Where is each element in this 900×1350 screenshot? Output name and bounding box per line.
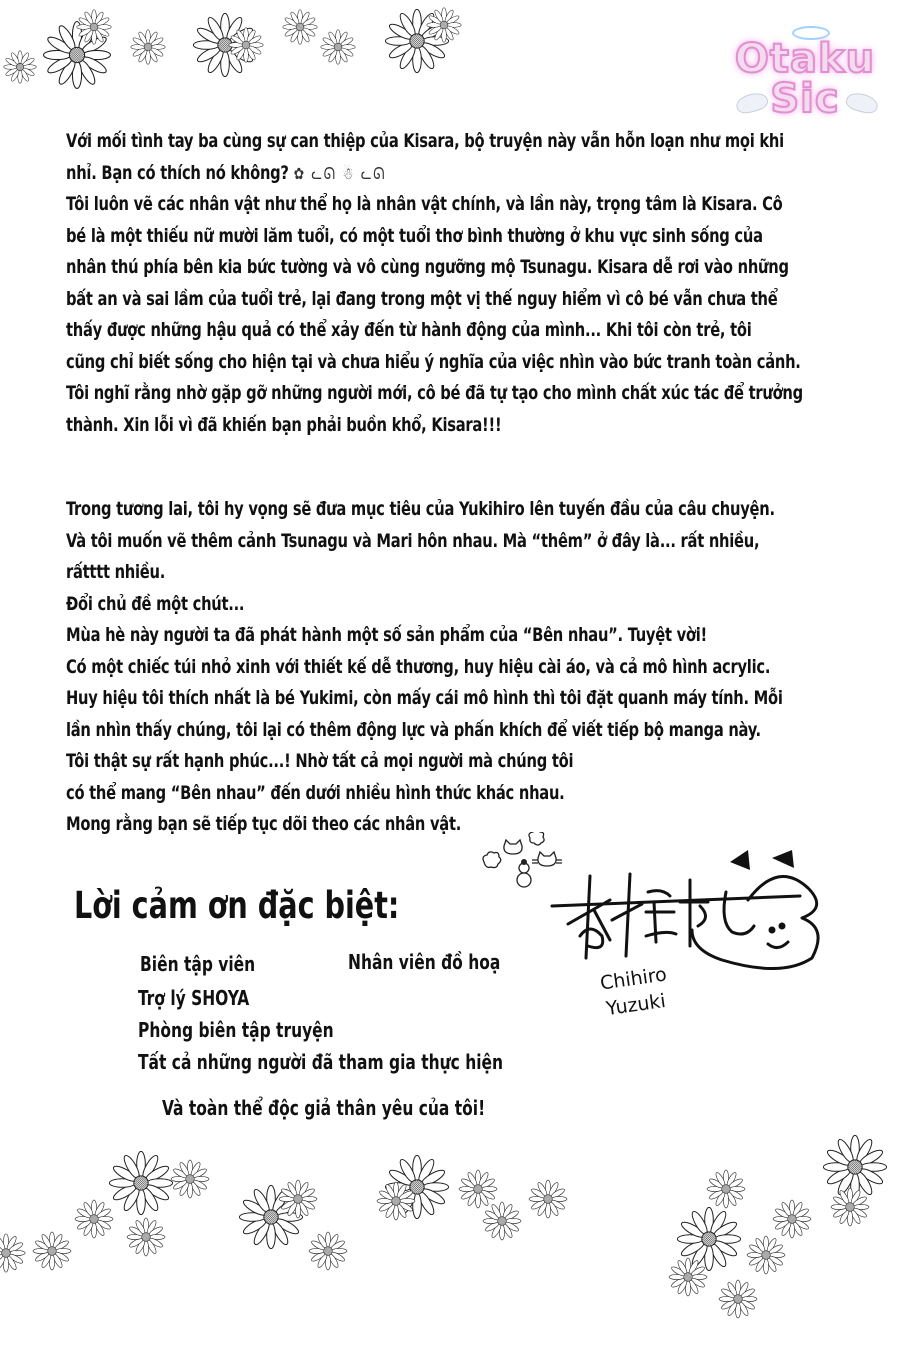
text-line: bất an và sai lầm của tuổi trẻ, lại đang trong một vị thế nguy hiểm vì cô bé vẫn chưa thể: [66, 287, 778, 310]
text-line: lần nhìn thấy chúng, tôi lại có thêm động lực và phấn khích để viết tiếp bộ manga này.: [66, 718, 761, 741]
daisy-icon: [128, 24, 168, 70]
daisy-icon: [716, 1276, 760, 1322]
text-line: cũng chỉ biết sống cho hiện tại và chưa hiểu ý nghĩa của việc nhìn vào bức tranh toàn cảnh.: [66, 350, 801, 373]
daisy-icon: [770, 1196, 814, 1242]
letter-paragraph-1: [66, 126, 803, 441]
text-line: Tôi thật sự rất hạnh phúc...! Nhờ tất cả mọi người mà chúng tôi: [66, 750, 574, 772]
text-line: thấy được những hậu quả có thể xảy đến từ hành động của mình... Khi tôi còn trẻ, tôi: [66, 319, 752, 341]
daisy-icon: [124, 1214, 168, 1260]
text-line: Mong rằng bạn sẽ tiếp tục dõi theo các nhân vật.: [66, 813, 462, 835]
daisy-icon: [318, 24, 358, 70]
daisy-icon: [226, 22, 266, 68]
text-line: Trong tương lai, tôi hy vọng sẽ đưa mục tiêu của Yukihiro lên tuyến đầu của câu chuyện.: [66, 498, 775, 520]
credit-graphics-staff: Nhân viên đồ hoạ: [348, 950, 501, 974]
daisy-icon: [526, 1176, 570, 1222]
credit-all-contributors: Tất cả những người đã tham gia thực hiện: [138, 1050, 504, 1074]
watermark-logo: [712, 22, 898, 122]
text-line: Với mối tình tay ba cùng sự can thiệp của Kisara, bộ truyện này vẫn hỗn loạn như mọi khi: [66, 130, 784, 152]
text-line: nhân thú phía bên kia bức tường và vô cùng ngưỡng mộ Tsunagu. Kisara dễ rơi vào những: [66, 256, 789, 278]
watermark-line1: Otaku: [734, 36, 876, 82]
daisy-icon: [276, 1176, 320, 1222]
signature-last-name: Yuzuki: [604, 989, 668, 1021]
text-line: Tôi luôn vẽ các nhân vật như thể họ là nhân vật chính, và lần này, trọng tâm là Kisara. Cô: [66, 193, 783, 215]
special-thanks-heading: Lời cảm ơn đặc biệt:: [74, 884, 400, 927]
text-line: nhỉ. Bạn có thích nó không? ✿ ᓚᘏ ☃ ᓚᘏ: [66, 161, 387, 184]
text-line: Đổi chủ đề một chút...: [66, 592, 245, 615]
daisy-icon: [828, 1184, 872, 1230]
daisy-icon: [424, 2, 464, 48]
signature-scribble-icon: [550, 840, 830, 970]
text-line: rấtttt nhiều.: [66, 561, 166, 583]
daisy-icon: [168, 1156, 212, 1202]
doodle-icons: ✿ ᓚᘏ ☃ ᓚᘏ: [293, 163, 387, 183]
daisy-icon: [480, 1198, 524, 1244]
signature-first-name: Chihiro: [598, 963, 669, 995]
text-line: Có một chiếc túi nhỏ xinh với thiết kế dễ thương, huy hiệu cài áo, và cả mô hình acrylic.: [66, 655, 771, 678]
text-line: Huy hiệu tôi thích nhất là bé Yukimi, còn mấy cái mô hình thì tôi đặt quanh máy tính. Mỗi: [66, 687, 783, 709]
credit-editorial-office: Phòng biên tập truyện: [138, 1018, 334, 1042]
text-line: bé là một thiếu nữ mười lăm tuổi, có một tuổi thơ bình thường ở khu vực sinh sống của: [66, 224, 763, 247]
letter-paragraph-2: [66, 494, 783, 841]
text-line: Mùa hè này người ta đã phát hành một số sản phẩm của “Bên nhau”. Tuyệt vời!: [66, 624, 707, 646]
text-line: Và tôi muốn vẽ thêm cảnh Tsunagu và Mari hôn nhau. Mà “thêm” ở đây là... rất nhiều,: [66, 529, 760, 552]
text-line: thành. Xin lỗi vì đã khiến bạn phải buồn khổ, Kisara!!!: [66, 413, 502, 436]
daisy-icon: [0, 42, 40, 92]
daisy-icon: [666, 1254, 710, 1300]
author-signature: [550, 840, 830, 1040]
watermark-line2: Sic: [770, 76, 840, 122]
daisy-icon: [280, 4, 320, 50]
daisy-icon: [74, 4, 114, 50]
daisy-icon: [374, 1178, 418, 1224]
daisy-icon: [30, 1228, 74, 1274]
daisy-icon: [306, 1228, 350, 1274]
text-line: có thể mang “Bên nhau” đến dưới nhiều hình thức khác nhau.: [66, 781, 565, 804]
text-line: Tôi nghĩ rằng nhờ gặp gỡ những người mới, cô bé đã tự tạo cho mình chất xúc tác để trưởng: [66, 382, 803, 404]
daisy-icon: [0, 1220, 26, 1286]
credit-assistant: Trợ lý SHOYA: [138, 986, 250, 1010]
credit-readers: Và toàn thể độc giả thân yêu của tôi!: [162, 1096, 486, 1120]
daisy-icon: [108, 1150, 174, 1216]
credit-editor: Biên tập viên: [140, 952, 256, 976]
